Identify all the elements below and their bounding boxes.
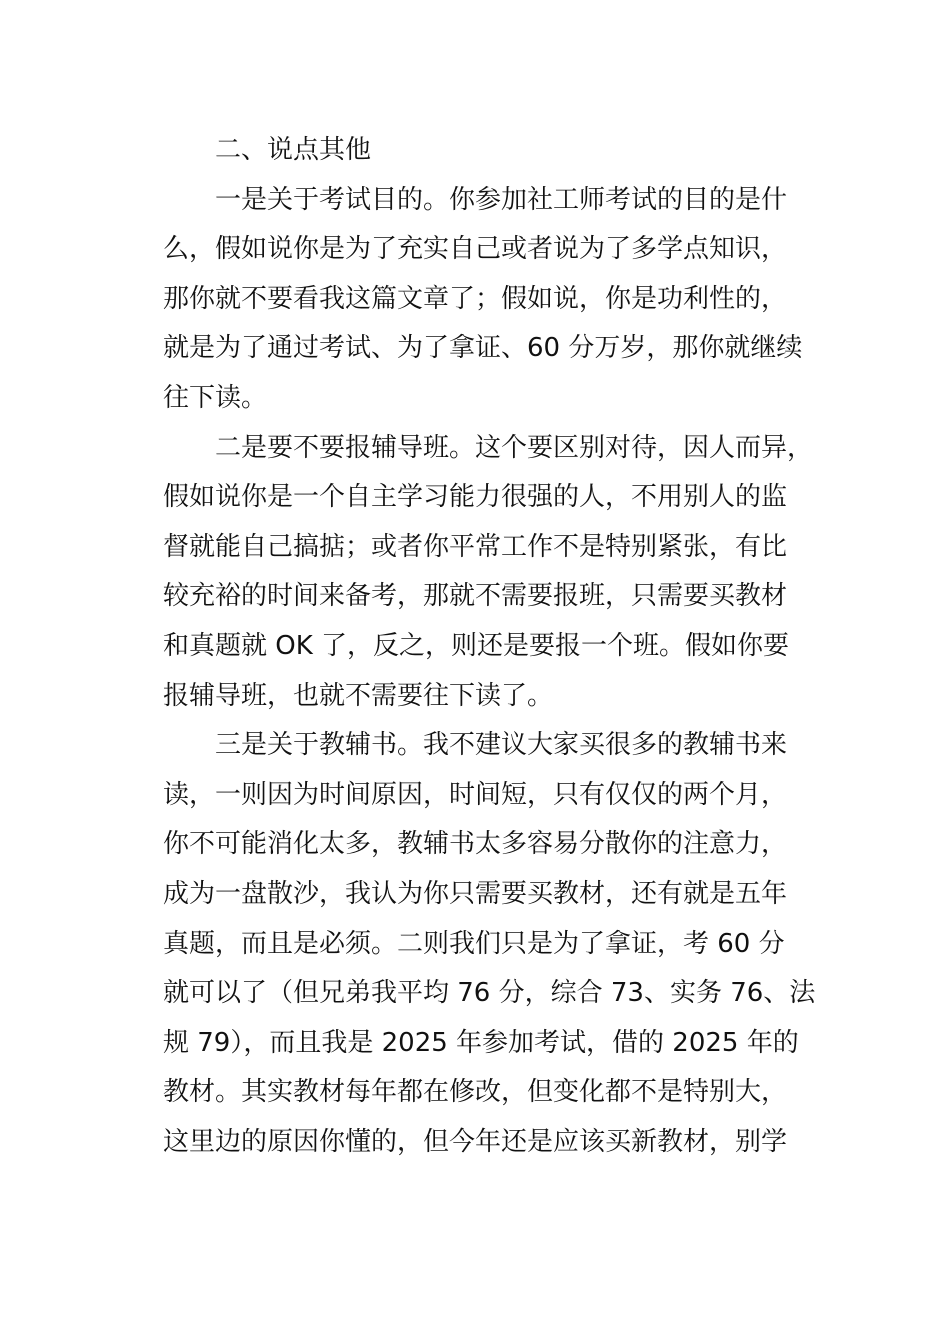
section-heading: 二、说点其他 bbox=[215, 135, 372, 165]
paragraph-line: 么，假如说你是为了充实自己或者说为了多学点知识， bbox=[163, 234, 788, 265]
document-body bbox=[163, 126, 816, 1167]
paragraph-line: 二是要不要报辅导班。这个要区别对待，因人而异， bbox=[215, 432, 814, 463]
paragraph-line: 真题，而且是必须。二则我们只是为了拿证，考 60 分 bbox=[163, 928, 785, 959]
paragraph-line: 往下读。 bbox=[163, 382, 268, 413]
paragraph-tutoring-class bbox=[163, 424, 814, 722]
paragraph-line: 假如说你是一个自主学习能力很强的人，不用别人的监 bbox=[163, 482, 788, 513]
paragraph-line: 读，一则因为时间原因，时间短，只有仅仅的两个月， bbox=[163, 779, 788, 810]
paragraph-study-books bbox=[163, 721, 816, 1167]
paragraph-line: 和真题就 OK 了，反之，则还是要报一个班。假如你要 bbox=[163, 630, 790, 661]
paragraph-line: 就可以了（但兄弟我平均 76 分，综合 73、实务 76、法 bbox=[163, 978, 816, 1009]
paragraph-line: 教材。其实教材每年都在修改，但变化都不是特别大， bbox=[163, 1077, 788, 1108]
paragraph-line: 督就能自己搞掂；或者你平常工作不是特别紧张，有比 bbox=[163, 531, 788, 562]
paragraph-line: 你不可能消化太多，教辅书太多容易分散你的注意力， bbox=[163, 829, 788, 860]
paragraph-line: 规 79），而且我是 2025 年参加考试，借的 2025 年的 bbox=[163, 1027, 799, 1058]
paragraph-line: 成为一盘散沙，我认为你只需要买教材，还有就是五年 bbox=[163, 878, 788, 909]
paragraph-line: 就是为了通过考试、为了拿证、60 分万岁，那你就继续 bbox=[163, 333, 803, 364]
paragraph-line: 一是关于考试目的。你参加社工师考试的目的是什 bbox=[215, 184, 788, 215]
paragraph-line: 那你就不要看我这篇文章了；假如说，你是功利性的， bbox=[163, 283, 788, 314]
paragraph-line: 报辅导班，也就不需要往下读了。 bbox=[163, 680, 554, 711]
paragraph-line: 这里边的原因你懂的，但今年还是应该买新教材，别学 bbox=[163, 1126, 788, 1157]
paragraph-line: 三是关于教辅书。我不建议大家买很多的教辅书来 bbox=[215, 730, 788, 761]
paragraph-line: 较充裕的时间来备考，那就不需要报班，只需要买教材 bbox=[163, 581, 788, 612]
paragraph-exam-purpose bbox=[163, 176, 803, 424]
